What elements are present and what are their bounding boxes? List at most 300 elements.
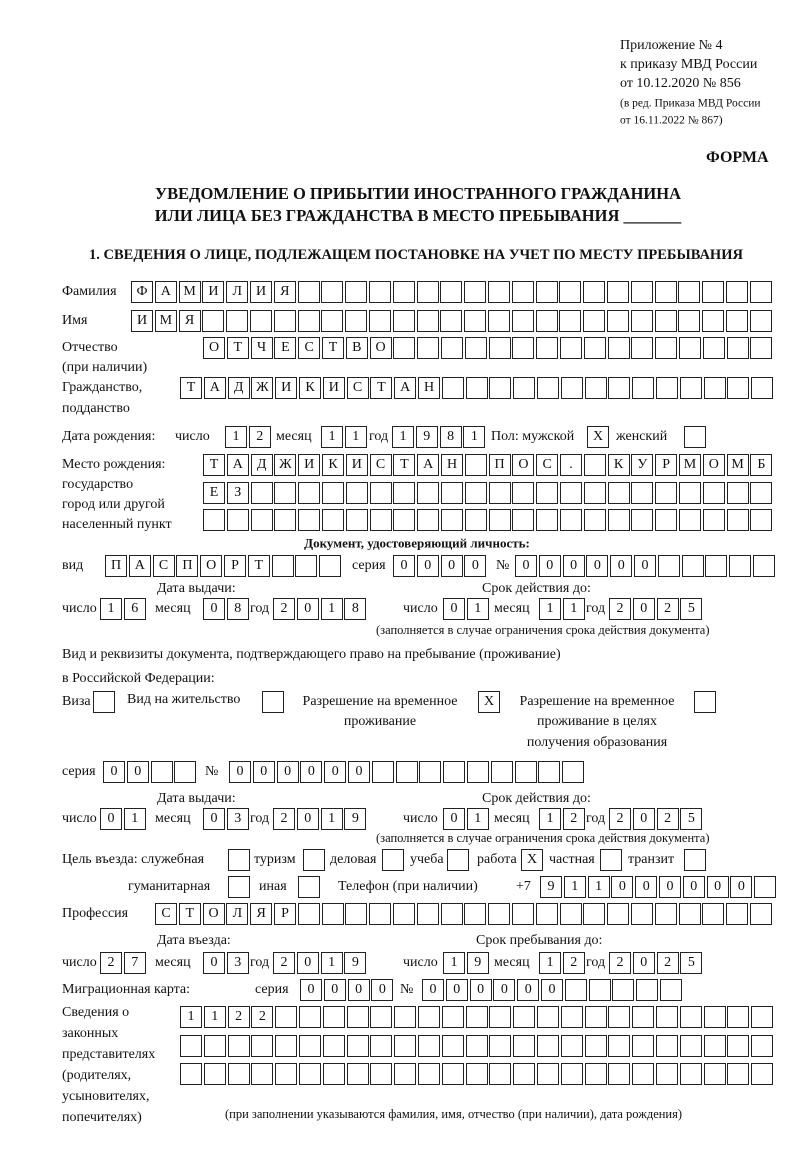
- birthplace-box[interactable]: [655, 509, 677, 531]
- citizenship-box[interactable]: К: [299, 377, 321, 399]
- name-box[interactable]: [202, 310, 224, 332]
- id-number-box[interactable]: [705, 555, 727, 577]
- res-series-box[interactable]: 0: [127, 761, 149, 783]
- name-box[interactable]: [559, 310, 581, 332]
- birth-year-box[interactable]: 9: [416, 426, 438, 448]
- res-issue-year-box[interactable]: 2: [273, 808, 295, 830]
- representatives-box[interactable]: [180, 1063, 202, 1085]
- id-kind-box[interactable]: С: [153, 555, 175, 577]
- profession-box[interactable]: [536, 903, 558, 925]
- id-issue-year-box[interactable]: 0: [297, 598, 319, 620]
- id-valid-month-box[interactable]: 1: [539, 598, 561, 620]
- name-box[interactable]: [440, 310, 462, 332]
- citizenship-box[interactable]: [442, 377, 464, 399]
- birthplace-box[interactable]: [346, 482, 368, 504]
- res-valid-year-box[interactable]: 5: [680, 808, 702, 830]
- representatives-box[interactable]: [537, 1035, 559, 1057]
- entry-year-box[interactable]: 9: [344, 952, 366, 974]
- stay-day-box[interactable]: 9: [467, 952, 489, 974]
- phone-box[interactable]: 0: [611, 876, 633, 898]
- birthplace-box[interactable]: З: [227, 482, 249, 504]
- phone-box[interactable]: 0: [730, 876, 752, 898]
- phone-box[interactable]: 9: [540, 876, 562, 898]
- representatives-box[interactable]: [632, 1063, 654, 1085]
- representatives-box[interactable]: [513, 1035, 535, 1057]
- mc-number-box[interactable]: 0: [493, 979, 515, 1001]
- mc-number-box[interactable]: 0: [470, 979, 492, 1001]
- birthplace-box[interactable]: М: [679, 454, 701, 476]
- citizenship-box[interactable]: [489, 377, 511, 399]
- mc-series-box[interactable]: 0: [348, 979, 370, 1001]
- purpose-humanitarian-checkbox[interactable]: [228, 876, 250, 898]
- representatives-box[interactable]: [323, 1063, 345, 1085]
- birthplace-box[interactable]: [274, 509, 296, 531]
- citizenship-box[interactable]: [561, 377, 583, 399]
- representatives-box[interactable]: [680, 1035, 702, 1057]
- patronymic-box[interactable]: [608, 337, 630, 359]
- surname-box[interactable]: [631, 281, 653, 303]
- representatives-box[interactable]: [251, 1035, 273, 1057]
- sex-female[interactable]: [684, 426, 706, 448]
- birthplace-box[interactable]: А: [227, 454, 249, 476]
- birthplace-box[interactable]: [512, 509, 534, 531]
- representatives-box[interactable]: [347, 1063, 369, 1085]
- profession-box[interactable]: [750, 903, 772, 925]
- representatives-box[interactable]: [442, 1035, 464, 1057]
- representatives-box[interactable]: [561, 1035, 583, 1057]
- stay-month-box[interactable]: 1: [539, 952, 561, 974]
- patronymic-box[interactable]: [465, 337, 487, 359]
- representatives-box[interactable]: [418, 1006, 440, 1028]
- representatives-box[interactable]: [632, 1035, 654, 1057]
- citizenship-box[interactable]: И: [275, 377, 297, 399]
- representatives-box[interactable]: [656, 1063, 678, 1085]
- citizenship-box[interactable]: [466, 377, 488, 399]
- id-number-box[interactable]: [682, 555, 704, 577]
- surname-box[interactable]: [345, 281, 367, 303]
- representatives-box[interactable]: [727, 1035, 749, 1057]
- surname-box[interactable]: М: [179, 281, 201, 303]
- patronymic-box[interactable]: О: [203, 337, 225, 359]
- citizenship-box[interactable]: С: [347, 377, 369, 399]
- citizenship-box[interactable]: А: [204, 377, 226, 399]
- res-valid-month-box[interactable]: 2: [563, 808, 585, 830]
- name-box[interactable]: [369, 310, 391, 332]
- mc-number-box[interactable]: 0: [517, 979, 539, 1001]
- id-number-box[interactable]: 0: [586, 555, 608, 577]
- representatives-box[interactable]: [323, 1006, 345, 1028]
- representatives-box[interactable]: [513, 1063, 535, 1085]
- representatives-box[interactable]: [751, 1006, 773, 1028]
- birthplace-box[interactable]: [655, 482, 677, 504]
- representatives-box[interactable]: [561, 1006, 583, 1028]
- surname-box[interactable]: [393, 281, 415, 303]
- purpose-official-checkbox[interactable]: [228, 849, 250, 871]
- birthplace-box[interactable]: [322, 482, 344, 504]
- representatives-box[interactable]: [704, 1035, 726, 1057]
- temp-permit-checkbox[interactable]: X: [478, 691, 500, 713]
- birthplace-box[interactable]: Ж: [274, 454, 296, 476]
- profession-box[interactable]: [322, 903, 344, 925]
- name-box[interactable]: [417, 310, 439, 332]
- patronymic-box[interactable]: Е: [274, 337, 296, 359]
- citizenship-box[interactable]: [513, 377, 535, 399]
- profession-box[interactable]: [726, 903, 748, 925]
- citizenship-box[interactable]: [537, 377, 559, 399]
- birthplace-box[interactable]: У: [631, 454, 653, 476]
- representatives-box[interactable]: [251, 1063, 273, 1085]
- profession-box[interactable]: С: [155, 903, 177, 925]
- representatives-box[interactable]: [299, 1063, 321, 1085]
- res-issue-year-box[interactable]: 9: [344, 808, 366, 830]
- entry-day-box[interactable]: 7: [124, 952, 146, 974]
- res-series-box[interactable]: [151, 761, 173, 783]
- patronymic-box[interactable]: Т: [227, 337, 249, 359]
- surname-box[interactable]: Л: [226, 281, 248, 303]
- purpose-private-checkbox[interactable]: [600, 849, 622, 871]
- purpose-study-checkbox[interactable]: [447, 849, 469, 871]
- profession-box[interactable]: [298, 903, 320, 925]
- birthplace-box[interactable]: [251, 509, 273, 531]
- patronymic-box[interactable]: Т: [322, 337, 344, 359]
- birthplace-box[interactable]: [417, 482, 439, 504]
- profession-box[interactable]: [512, 903, 534, 925]
- representatives-box[interactable]: [680, 1006, 702, 1028]
- mc-number-box[interactable]: [565, 979, 587, 1001]
- res-issue-month-box[interactable]: 0: [203, 808, 225, 830]
- name-box[interactable]: И: [131, 310, 153, 332]
- representatives-box[interactable]: [585, 1006, 607, 1028]
- citizenship-box[interactable]: Н: [418, 377, 440, 399]
- patronymic-box[interactable]: [631, 337, 653, 359]
- purpose-work-checkbox[interactable]: X: [521, 849, 543, 871]
- representatives-box[interactable]: [489, 1006, 511, 1028]
- surname-box[interactable]: И: [250, 281, 272, 303]
- profession-box[interactable]: [679, 903, 701, 925]
- representatives-box[interactable]: [275, 1063, 297, 1085]
- res-number-box[interactable]: [396, 761, 418, 783]
- stay-year-box[interactable]: 5: [680, 952, 702, 974]
- entry-year-box[interactable]: 0: [297, 952, 319, 974]
- name-box[interactable]: [583, 310, 605, 332]
- surname-box[interactable]: [750, 281, 772, 303]
- id-number-box[interactable]: 0: [539, 555, 561, 577]
- birthplace-box[interactable]: [584, 509, 606, 531]
- representatives-box[interactable]: [537, 1006, 559, 1028]
- surname-box[interactable]: Я: [274, 281, 296, 303]
- patronymic-box[interactable]: В: [346, 337, 368, 359]
- birthplace-box[interactable]: [227, 509, 249, 531]
- citizenship-box[interactable]: Т: [370, 377, 392, 399]
- id-kind-box[interactable]: [295, 555, 317, 577]
- res-valid-month-box[interactable]: 1: [539, 808, 561, 830]
- id-number-box[interactable]: [729, 555, 751, 577]
- birthplace-box[interactable]: [322, 509, 344, 531]
- id-valid-year-box[interactable]: 2: [609, 598, 631, 620]
- patronymic-box[interactable]: О: [370, 337, 392, 359]
- profession-box[interactable]: Р: [274, 903, 296, 925]
- birthplace-box[interactable]: [370, 482, 392, 504]
- name-box[interactable]: [250, 310, 272, 332]
- birthplace-box[interactable]: [441, 509, 463, 531]
- id-issue-day-box[interactable]: 1: [100, 598, 122, 620]
- representatives-box[interactable]: [680, 1063, 702, 1085]
- purpose-transit-checkbox[interactable]: [684, 849, 706, 871]
- representatives-box[interactable]: [347, 1006, 369, 1028]
- birthplace-box[interactable]: Р: [655, 454, 677, 476]
- representatives-box[interactable]: 1: [180, 1006, 202, 1028]
- profession-box[interactable]: [488, 903, 510, 925]
- birthplace-box[interactable]: [584, 482, 606, 504]
- id-series-box[interactable]: 0: [393, 555, 415, 577]
- surname-box[interactable]: А: [155, 281, 177, 303]
- patronymic-box[interactable]: [655, 337, 677, 359]
- birthplace-box[interactable]: [608, 482, 630, 504]
- id-series-box[interactable]: 0: [417, 555, 439, 577]
- representatives-box[interactable]: [561, 1063, 583, 1085]
- res-number-box[interactable]: [491, 761, 513, 783]
- profession-box[interactable]: [631, 903, 653, 925]
- patronymic-box[interactable]: [679, 337, 701, 359]
- birth-year-box[interactable]: 1: [463, 426, 485, 448]
- representatives-box[interactable]: [180, 1035, 202, 1057]
- representatives-box[interactable]: [656, 1035, 678, 1057]
- name-box[interactable]: [536, 310, 558, 332]
- patronymic-box[interactable]: [584, 337, 606, 359]
- citizenship-box[interactable]: [632, 377, 654, 399]
- birth-month-box[interactable]: 1: [345, 426, 367, 448]
- representatives-box[interactable]: [370, 1006, 392, 1028]
- res-number-box[interactable]: 0: [324, 761, 346, 783]
- profession-box[interactable]: [369, 903, 391, 925]
- birthplace-box[interactable]: И: [298, 454, 320, 476]
- name-box[interactable]: [274, 310, 296, 332]
- stay-year-box[interactable]: 2: [609, 952, 631, 974]
- birthplace-box[interactable]: [465, 482, 487, 504]
- birthplace-box[interactable]: И: [346, 454, 368, 476]
- birthplace-box[interactable]: [608, 509, 630, 531]
- residence-permit-checkbox[interactable]: [262, 691, 284, 713]
- birthplace-box[interactable]: К: [608, 454, 630, 476]
- birthplace-box[interactable]: [584, 454, 606, 476]
- patronymic-box[interactable]: Ч: [251, 337, 273, 359]
- citizenship-box[interactable]: [585, 377, 607, 399]
- id-kind-box[interactable]: А: [129, 555, 151, 577]
- representatives-box[interactable]: [442, 1006, 464, 1028]
- res-number-box[interactable]: [515, 761, 537, 783]
- profession-box[interactable]: [607, 903, 629, 925]
- name-box[interactable]: [678, 310, 700, 332]
- representatives-box[interactable]: [489, 1063, 511, 1085]
- profession-box[interactable]: Я: [250, 903, 272, 925]
- citizenship-box[interactable]: И: [323, 377, 345, 399]
- birthplace-box[interactable]: К: [322, 454, 344, 476]
- birthplace-box[interactable]: [703, 482, 725, 504]
- id-number-box[interactable]: [658, 555, 680, 577]
- id-valid-day-box[interactable]: 1: [467, 598, 489, 620]
- purpose-tourism-checkbox[interactable]: [303, 849, 325, 871]
- res-valid-day-box[interactable]: 1: [467, 808, 489, 830]
- mc-number-box[interactable]: 0: [541, 979, 563, 1001]
- phone-box[interactable]: 1: [564, 876, 586, 898]
- name-box[interactable]: [321, 310, 343, 332]
- res-issue-month-box[interactable]: 3: [227, 808, 249, 830]
- mc-series-box[interactable]: 0: [371, 979, 393, 1001]
- birth-day-box[interactable]: 2: [249, 426, 271, 448]
- entry-month-box[interactable]: 3: [227, 952, 249, 974]
- id-valid-month-box[interactable]: 1: [563, 598, 585, 620]
- id-number-box[interactable]: 0: [634, 555, 656, 577]
- representatives-box[interactable]: [704, 1006, 726, 1028]
- id-kind-box[interactable]: [272, 555, 294, 577]
- representatives-box[interactable]: [370, 1063, 392, 1085]
- id-issue-month-box[interactable]: 0: [203, 598, 225, 620]
- id-kind-box[interactable]: [319, 555, 341, 577]
- res-valid-day-box[interactable]: 0: [443, 808, 465, 830]
- name-box[interactable]: [226, 310, 248, 332]
- birthplace-box[interactable]: С: [536, 454, 558, 476]
- id-issue-year-box[interactable]: 1: [321, 598, 343, 620]
- patronymic-box[interactable]: [489, 337, 511, 359]
- name-box[interactable]: [345, 310, 367, 332]
- profession-box[interactable]: [583, 903, 605, 925]
- birthplace-box[interactable]: Д: [251, 454, 273, 476]
- patronymic-box[interactable]: [727, 337, 749, 359]
- representatives-box[interactable]: [275, 1035, 297, 1057]
- representatives-box[interactable]: [608, 1006, 630, 1028]
- birthplace-box[interactable]: [489, 509, 511, 531]
- profession-box[interactable]: [655, 903, 677, 925]
- birth-day-box[interactable]: 1: [225, 426, 247, 448]
- stay-month-box[interactable]: 2: [563, 952, 585, 974]
- name-box[interactable]: М: [155, 310, 177, 332]
- surname-box[interactable]: [417, 281, 439, 303]
- res-number-box[interactable]: [372, 761, 394, 783]
- surname-box[interactable]: [488, 281, 510, 303]
- res-issue-day-box[interactable]: 1: [124, 808, 146, 830]
- citizenship-box[interactable]: Т: [180, 377, 202, 399]
- id-kind-box[interactable]: П: [105, 555, 127, 577]
- representatives-box[interactable]: [704, 1063, 726, 1085]
- birthplace-box[interactable]: О: [512, 454, 534, 476]
- citizenship-box[interactable]: [680, 377, 702, 399]
- surname-box[interactable]: [678, 281, 700, 303]
- patronymic-box[interactable]: [512, 337, 534, 359]
- surname-box[interactable]: [607, 281, 629, 303]
- id-valid-year-box[interactable]: 5: [680, 598, 702, 620]
- mc-number-box[interactable]: 0: [446, 979, 468, 1001]
- phone-box[interactable]: 0: [707, 876, 729, 898]
- id-series-box[interactable]: 0: [464, 555, 486, 577]
- birthplace-box[interactable]: [679, 509, 701, 531]
- surname-box[interactable]: [440, 281, 462, 303]
- surname-box[interactable]: [512, 281, 534, 303]
- id-valid-year-box[interactable]: 0: [633, 598, 655, 620]
- birthplace-box[interactable]: С: [370, 454, 392, 476]
- birthplace-box[interactable]: [417, 509, 439, 531]
- res-issue-year-box[interactable]: 1: [321, 808, 343, 830]
- name-box[interactable]: [607, 310, 629, 332]
- profession-box[interactable]: О: [203, 903, 225, 925]
- id-series-box[interactable]: 0: [441, 555, 463, 577]
- purpose-business-checkbox[interactable]: [382, 849, 404, 871]
- phone-box[interactable]: 0: [635, 876, 657, 898]
- birthplace-box[interactable]: [370, 509, 392, 531]
- citizenship-box[interactable]: А: [394, 377, 416, 399]
- patronymic-box[interactable]: С: [298, 337, 320, 359]
- birthplace-box[interactable]: [274, 482, 296, 504]
- birthplace-box[interactable]: О: [703, 454, 725, 476]
- res-number-box[interactable]: 0: [300, 761, 322, 783]
- res-number-box[interactable]: [467, 761, 489, 783]
- stay-day-box[interactable]: 1: [443, 952, 465, 974]
- phone-box[interactable]: 0: [683, 876, 705, 898]
- entry-day-box[interactable]: 2: [100, 952, 122, 974]
- representatives-box[interactable]: [537, 1063, 559, 1085]
- sex-male[interactable]: X: [587, 426, 609, 448]
- name-box[interactable]: Я: [179, 310, 201, 332]
- birthplace-box[interactable]: [536, 482, 558, 504]
- mc-number-box[interactable]: [589, 979, 611, 1001]
- birthplace-box[interactable]: [560, 509, 582, 531]
- representatives-box[interactable]: [751, 1063, 773, 1085]
- name-box[interactable]: [464, 310, 486, 332]
- name-box[interactable]: [726, 310, 748, 332]
- profession-box[interactable]: [345, 903, 367, 925]
- patronymic-box[interactable]: [393, 337, 415, 359]
- birth-month-box[interactable]: 1: [321, 426, 343, 448]
- representatives-box[interactable]: [727, 1006, 749, 1028]
- birth-year-box[interactable]: 8: [440, 426, 462, 448]
- name-box[interactable]: [655, 310, 677, 332]
- representatives-box[interactable]: [585, 1035, 607, 1057]
- patronymic-box[interactable]: [560, 337, 582, 359]
- res-valid-year-box[interactable]: 2: [657, 808, 679, 830]
- representatives-box[interactable]: [228, 1063, 250, 1085]
- phone-box[interactable]: [754, 876, 776, 898]
- representatives-box[interactable]: [489, 1035, 511, 1057]
- id-valid-day-box[interactable]: 0: [443, 598, 465, 620]
- birthplace-box[interactable]: [750, 482, 772, 504]
- res-number-box[interactable]: [443, 761, 465, 783]
- id-kind-box[interactable]: П: [176, 555, 198, 577]
- birthplace-box[interactable]: [298, 482, 320, 504]
- name-box[interactable]: [631, 310, 653, 332]
- surname-box[interactable]: [369, 281, 391, 303]
- representatives-box[interactable]: [347, 1035, 369, 1057]
- res-number-box[interactable]: [562, 761, 584, 783]
- representatives-box[interactable]: [632, 1006, 654, 1028]
- profession-box[interactable]: [417, 903, 439, 925]
- surname-box[interactable]: [702, 281, 724, 303]
- birthplace-box[interactable]: [560, 482, 582, 504]
- id-issue-month-box[interactable]: 8: [227, 598, 249, 620]
- birthplace-box[interactable]: [441, 482, 463, 504]
- surname-box[interactable]: [464, 281, 486, 303]
- birthplace-box[interactable]: Т: [203, 454, 225, 476]
- mc-number-box[interactable]: [636, 979, 658, 1001]
- temp-permit-edu-checkbox[interactable]: [694, 691, 716, 713]
- profession-box[interactable]: [464, 903, 486, 925]
- birthplace-box[interactable]: П: [489, 454, 511, 476]
- birthplace-box[interactable]: Н: [441, 454, 463, 476]
- birthplace-box[interactable]: [727, 482, 749, 504]
- birthplace-box[interactable]: [489, 482, 511, 504]
- name-box[interactable]: [393, 310, 415, 332]
- citizenship-box[interactable]: [727, 377, 749, 399]
- id-valid-year-box[interactable]: 2: [657, 598, 679, 620]
- surname-box[interactable]: [536, 281, 558, 303]
